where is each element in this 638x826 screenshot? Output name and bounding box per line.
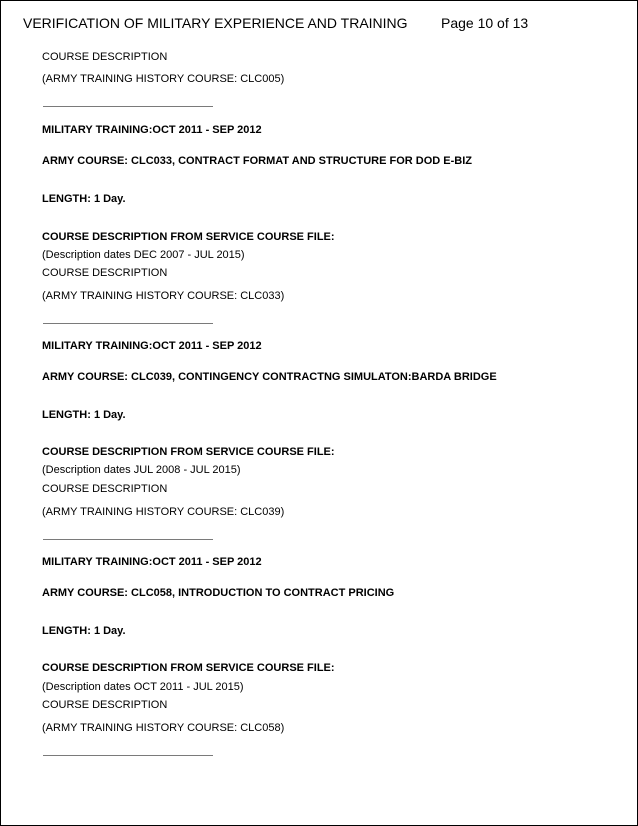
- military-training-line: MILITARY TRAINING:OCT 2011 - SEP 2012: [42, 124, 262, 136]
- course-length-line: LENGTH: 1 Day.: [42, 193, 126, 205]
- course-description-heading: COURSE DESCRIPTION FROM SERVICE COURSE FILE:: [42, 446, 335, 458]
- military-training-line: MILITARY TRAINING:OCT 2011 - SEP 2012: [42, 556, 262, 568]
- page-number: Page 10 of 13: [441, 15, 529, 31]
- description-dates-line: (Description dates OCT 2011 - JUL 2015): [42, 681, 244, 693]
- army-course-line: ARMY COURSE: CLC058, INTRODUCTION TO CONTRACT PRICING: [42, 587, 395, 599]
- section-divider: [43, 323, 213, 324]
- section-divider: [43, 106, 213, 107]
- training-history-line: (ARMY TRAINING HISTORY COURSE: CLC005): [42, 73, 285, 85]
- section-divider: [43, 539, 213, 540]
- document-body: [1, 1, 637, 825]
- training-history-line: (ARMY TRAINING HISTORY COURSE: CLC039): [42, 506, 285, 518]
- document-title: VERIFICATION OF MILITARY EXPERIENCE AND TRAINING: [23, 15, 408, 31]
- training-history-line: (ARMY TRAINING HISTORY COURSE: CLC058): [42, 722, 285, 734]
- army-course-line: ARMY COURSE: CLC033, CONTRACT FORMAT AND STRUCTURE FOR DOD E-BIZ: [42, 155, 473, 167]
- course-description-heading: COURSE DESCRIPTION FROM SERVICE COURSE FILE:: [42, 662, 335, 674]
- description-dates-line: (Description dates JUL 2008 - JUL 2015): [42, 464, 241, 476]
- course-description-heading: COURSE DESCRIPTION FROM SERVICE COURSE FILE:: [42, 231, 335, 243]
- army-course-line: ARMY COURSE: CLC039, CONTINGENCY CONTRACTNG SIMULATON:BARDA BRIDGE: [42, 371, 497, 383]
- description-dates-line: (Description dates DEC 2007 - JUL 2015): [42, 249, 245, 261]
- course-description-label: COURSE DESCRIPTION: [42, 267, 168, 279]
- training-history-line: (ARMY TRAINING HISTORY COURSE: CLC033): [42, 290, 285, 302]
- course-description-label: COURSE DESCRIPTION: [42, 51, 168, 63]
- course-description-label: COURSE DESCRIPTION: [42, 699, 168, 711]
- military-training-line: MILITARY TRAINING:OCT 2011 - SEP 2012: [42, 340, 262, 352]
- course-description-label: COURSE DESCRIPTION: [42, 483, 168, 495]
- course-length-line: LENGTH: 1 Day.: [42, 409, 126, 421]
- course-length-line: LENGTH: 1 Day.: [42, 625, 126, 637]
- section-divider: [43, 755, 213, 756]
